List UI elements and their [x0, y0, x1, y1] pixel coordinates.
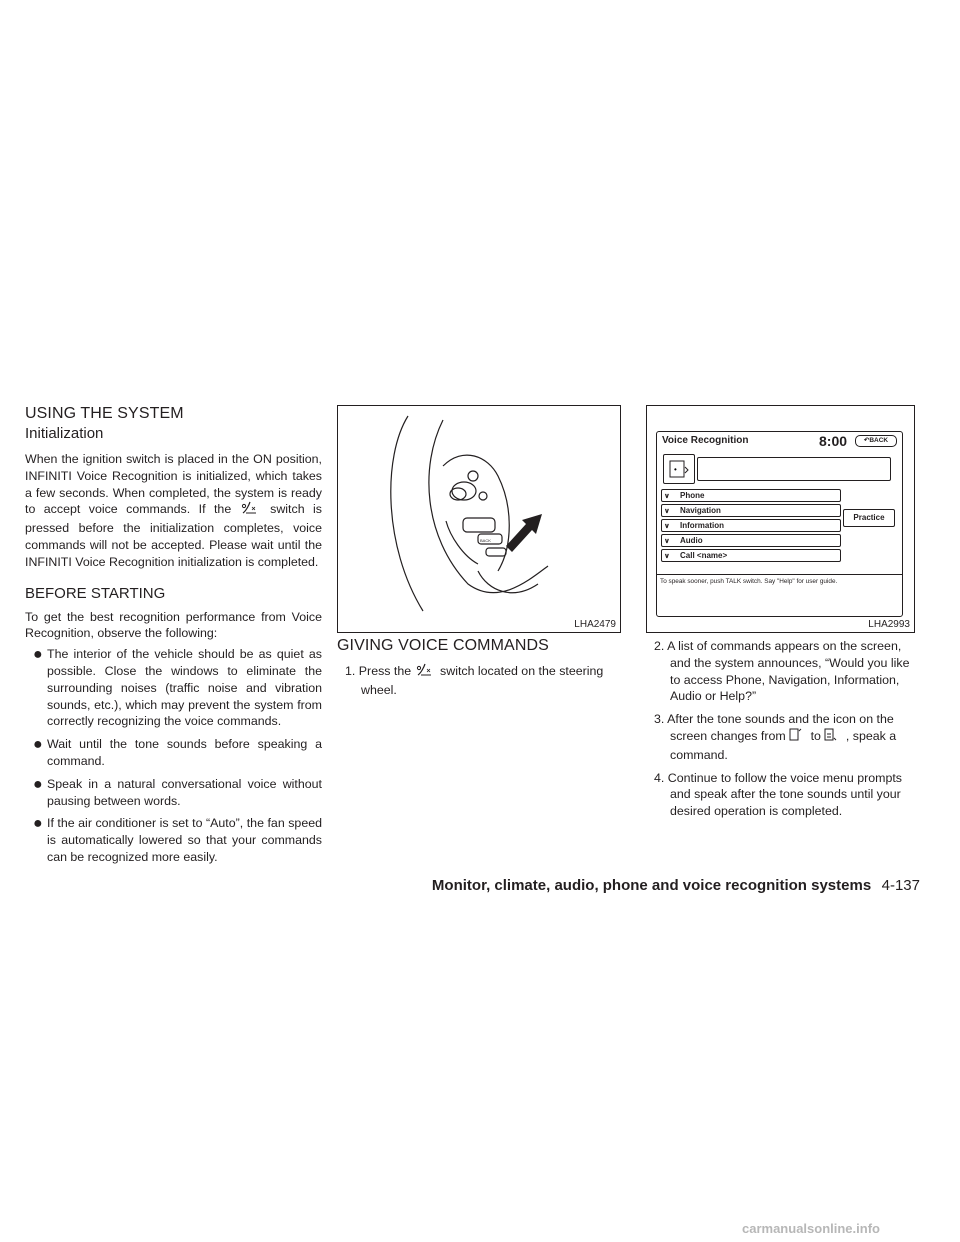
bullet-text: If the air conditioner is set to “Auto”, the fan speed is automatically lowered so that your commands can be recognized more easily. [47, 816, 322, 864]
step-3-text-c: , speak a command. [670, 728, 897, 762]
screen-frame [656, 431, 903, 617]
bullet-text: Wait until the tone sounds before speaking a command. [47, 737, 322, 768]
initialization-text-1: When the ignition switch is placed in the ON position, INFINITI Voice Recognition is initialized, which takes a few seconds. When completed, the system is ready to accept voice commands. If the [25, 452, 322, 517]
initialization-text-2: switch is pressed before the initialization completes, voice commands will not be accepted. Please wait until the INFINITI Voice Recognition initialization is completed. [25, 502, 322, 569]
list-item [33, 646, 322, 730]
screen-time: 8:00 [819, 433, 848, 449]
step-number: 4. [654, 770, 665, 785]
figure-id: LHA2993 [868, 619, 910, 630]
screen-divider [657, 574, 902, 575]
step-1-text-b: switch located on the steering wheel. [361, 664, 604, 697]
menu-item-navigation[interactable] [661, 504, 841, 517]
initialization-paragraph [25, 451, 322, 571]
list-item [33, 776, 322, 810]
screen-hint: To speak sooner, push TALK switch. Say "Help" for user guide. [660, 578, 838, 585]
bullet-list [25, 646, 322, 866]
subsection-title-before-starting: BEFORE STARTING [25, 584, 166, 602]
step-1-text-a: Press the [358, 664, 412, 678]
right-column [646, 638, 914, 820]
menu-item-call[interactable] [661, 549, 841, 562]
steering-wheel-illustration [338, 406, 620, 616]
step-4-text: Continue to follow the voice menu prompts and speak after the tone sounds until your desired operation is completed. [667, 770, 902, 819]
menu-item-label: Information [680, 521, 724, 530]
step-3 [646, 711, 914, 763]
menu-item-label: Call <name> [680, 551, 728, 560]
pointer-arrow-icon [506, 514, 542, 552]
step-number: 1. [345, 664, 356, 678]
bullet-symbol: ● [33, 646, 43, 664]
footer-section-title: Monitor, climate, audio, phone and voice recognition systems [431, 877, 872, 894]
bullet-text: The interior of the vehicle should be as quiet as possible. Close the windows to eliminate the surrounding noises (traffic noise and vibration sounds, etc.), which may prevent the system from correctly recognizing the voice commands. [47, 647, 322, 729]
steering-wheel-figure [337, 405, 621, 633]
watermark: carmanualsonline.info [742, 1221, 880, 1236]
voice-prompt-icon [789, 728, 807, 747]
step-number: 2. [654, 639, 665, 653]
before-starting-intro: To get the best recognition performance from Voice Recognition, observe the following: [25, 609, 322, 641]
middle-column [337, 637, 620, 699]
voice-listening-icon [664, 455, 694, 483]
menu-item-audio[interactable] [661, 534, 841, 547]
voice-command-icon: 𝐯 [665, 493, 669, 500]
menu-item-label: Audio [680, 536, 703, 545]
step-2-text: A list of commands appears on the screen, and the system announces, “Would you like to access Phone, Navigation, Information, Audio or Help?” [667, 639, 910, 704]
voice-command-icon: 𝐯 [665, 523, 669, 530]
back-arrow-icon: ↶ [863, 437, 870, 444]
step-number: 3. [654, 712, 665, 727]
svg-text:•: • [674, 465, 677, 474]
subsection-title-initialization: Initialization [25, 425, 104, 442]
bullet-symbol: ● [33, 775, 43, 793]
step-2 [646, 638, 914, 705]
practice-label: Practice [853, 513, 885, 522]
back-label: BACK [869, 437, 889, 444]
menu-item-label: Navigation [680, 506, 721, 515]
talk-switch-icon [415, 663, 437, 682]
voice-command-icon: 𝐯 [665, 508, 669, 515]
step-3-text-b: to [810, 728, 821, 743]
voice-status-icon-box [663, 454, 695, 484]
list-item [33, 815, 322, 865]
step-4 [646, 770, 914, 820]
bullet-symbol: ● [33, 736, 43, 754]
section-title-using-system: USING THE SYSTEM [25, 405, 184, 422]
practice-button[interactable] [843, 509, 895, 527]
section-title-giving-commands: GIVING VOICE COMMANDS [337, 637, 549, 654]
recognition-result-field [697, 457, 891, 481]
voice-command-icon: 𝐯 [665, 553, 669, 560]
voice-command-icon: 𝐯 [665, 538, 669, 545]
talk-switch-icon [240, 501, 262, 520]
menu-item-label: Phone [680, 491, 705, 500]
screen-title: Voice Recognition [662, 435, 749, 446]
step-1 [337, 663, 620, 699]
step-3-text-a: After the tone sounds and the icon on the screen changes from [667, 712, 894, 743]
page-number: 4-137 [881, 877, 920, 894]
menu-item-phone[interactable] [661, 489, 841, 502]
menu-item-information[interactable] [661, 519, 841, 532]
bullet-text: Speak in a natural conversational voice without pausing between words. [47, 776, 322, 808]
left-column [25, 405, 322, 866]
page-footer [410, 877, 920, 895]
list-item [33, 736, 322, 770]
figure-id: LHA2479 [574, 619, 616, 630]
voice-listening-icon [824, 728, 842, 747]
steering-label-back: BACK [480, 538, 491, 543]
voice-recognition-screen-figure [646, 405, 915, 633]
bullet-symbol: ● [33, 815, 43, 833]
back-button[interactable] [855, 435, 897, 447]
